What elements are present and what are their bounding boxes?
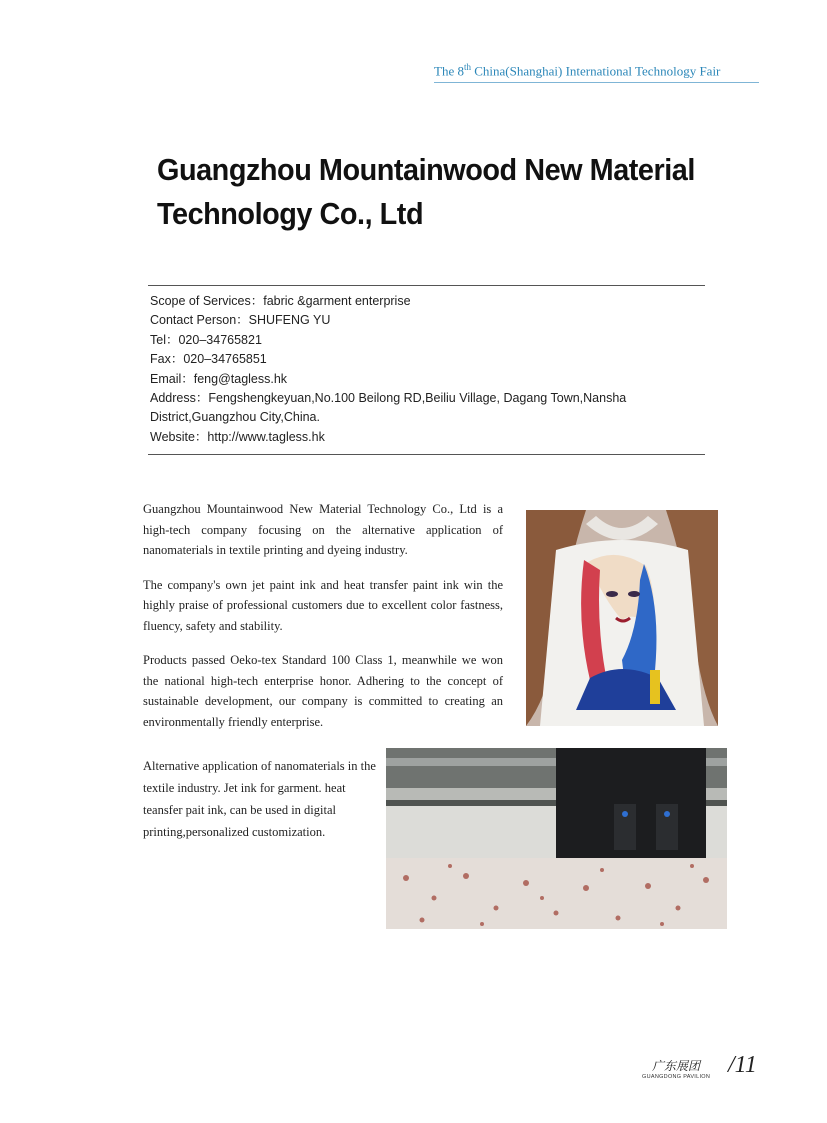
page-number: /11 xyxy=(728,1052,757,1078)
header-text-pre: The 8 xyxy=(434,63,464,79)
page-title: Guangzhou Mountainwood New Material Technology Co., Ltd xyxy=(157,152,695,231)
paragraph-intro: Guangzhou Mountainwood New Material Technology Co., Ltd is a high-tech company focusing on the alternative application of nanomaterials in textile printing and dyeing industry. xyxy=(143,502,503,557)
printer-illustration xyxy=(386,748,727,929)
header-superscript: th xyxy=(463,62,471,72)
paragraph-certification: Products passed Oeko-tex Standard 100 Class 1, meanwhile we won the national high-tech enterprise honor. Adhering to the concept of sustainable development, our company is committed to creating an environmentally friendly enterprise. xyxy=(143,653,503,729)
pavilion-name-cn: 广东展团 xyxy=(652,1059,701,1073)
tshirt-illustration xyxy=(526,510,718,726)
pavilion-name-en: GUANGDONG PAVILION xyxy=(642,1074,711,1080)
paragraph-products: The company's own jet paint ink and heat transfer paint ink win the highly praise of professional customers due to excellent color fastness, fluency, safety and stability. xyxy=(143,577,503,633)
address: Address：Fengshengkeyuan,No.100 Beilong RD,Beiliu Village, Dagang Town,Nansha District,Guangzhou City,China. xyxy=(150,391,627,425)
website: Website：http://www.tagless.hk xyxy=(150,429,325,444)
printed-tshirt-photo xyxy=(526,510,718,726)
scope-of-services: Scope of Services：fabric &garment enterprise xyxy=(150,294,411,308)
telephone: Tel：020–34765821 xyxy=(150,332,262,347)
contact-person: Contact Person：SHUFENG YU xyxy=(150,313,331,328)
page-footer xyxy=(640,1052,760,1082)
header-text-post: China(Shanghai) International Technology Fair xyxy=(470,63,721,79)
company-description xyxy=(143,499,503,746)
running-header xyxy=(434,62,759,83)
digital-printer-photo xyxy=(386,748,727,929)
application-note: Alternative application of nanomaterials in the textile industry. Jet ink for garment. heat teansfer pait ink, can be used in digital printing,personalized customization. xyxy=(143,759,376,839)
email: Email：feng@tagless.hk xyxy=(150,371,288,386)
contact-block xyxy=(148,285,705,455)
fax: Fax：020–34765851 xyxy=(150,352,267,367)
